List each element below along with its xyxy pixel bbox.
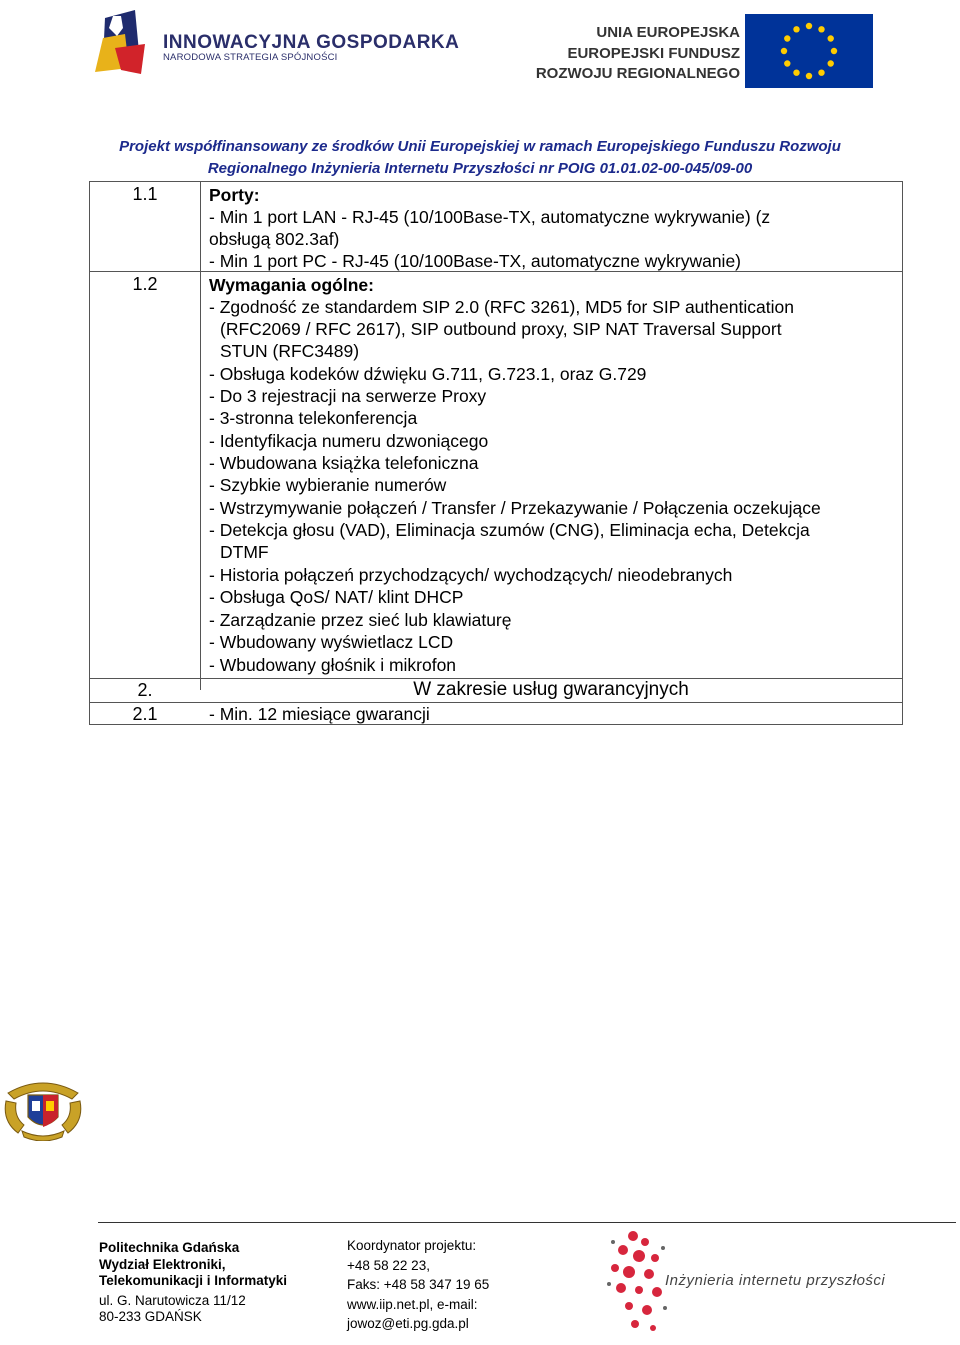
spec-line: - Detekcja głosu (VAD), Eliminacja szumów (CNG), Eliminacja echa, Detekcja xyxy=(209,520,810,540)
footer-address-2: 80-233 GDAŃSK xyxy=(99,1309,202,1324)
footer-org-1: Politechnika Gdańska xyxy=(99,1240,240,1255)
spec-line: DTMF xyxy=(220,542,269,562)
ig-star-icon xyxy=(95,8,157,78)
spec-line: - Obsługa kodeków dźwięku G.711, G.723.1, oraz G.729 xyxy=(209,364,647,384)
iip-logo xyxy=(605,1228,950,1340)
spec-line: - Min 1 port PC - RJ-45 (10/100Base-TX, automatyczne wykrywanie) xyxy=(209,251,741,271)
university-crest-icon xyxy=(2,1075,84,1141)
spec-line: STUN (RFC3489) xyxy=(220,341,360,361)
eu-line-1: UNIA EUROPEJSKA xyxy=(596,24,740,41)
section-title: Porty: xyxy=(209,185,260,205)
column-divider xyxy=(200,182,201,690)
spec-line: - Wbudowana książka telefoniczna xyxy=(209,453,479,473)
spec-line: - Zarządzanie przez sieć lub klawiaturę xyxy=(209,610,512,630)
section-heading: W zakresie usług gwarancyjnych xyxy=(413,679,689,700)
spec-line: - Historia połączeń przychodzących/ wychodzących/ nieodebranych xyxy=(209,565,733,585)
ig-title: INNOWACYJNA GOSPODARKA xyxy=(163,32,460,53)
footer-coordinator-label: Koordynator projektu: xyxy=(347,1238,477,1253)
spec-line: - Wstrzymywanie połączeń / Transfer / Przekazywanie / Połączenia oczekujące xyxy=(209,498,821,518)
section-number: 2. xyxy=(137,680,153,700)
footer-email[interactable]: jowoz@eti.pg.gda.pl xyxy=(347,1316,469,1331)
project-line-1: Projekt współfinansowany ze środków Unii Europejskiej w ramach Europejskiego Funduszu Rozwoju xyxy=(119,138,841,155)
innowacyjna-gospodarka-logo xyxy=(95,8,460,78)
footer-rule xyxy=(98,1222,956,1223)
ig-subtitle: NARODOWA STRATEGIA SPÓJNOŚCI xyxy=(163,52,338,63)
spec-line: obsługą 802.3af) xyxy=(209,229,340,249)
spec-line: - Wbudowany głośnik i mikrofon xyxy=(209,655,457,675)
footer-fax: Faks: +48 58 347 19 65 xyxy=(347,1277,490,1292)
eu-flag-icon xyxy=(745,14,873,88)
spec-line: - Szybkie wybieranie numerów xyxy=(209,475,447,495)
spec-line: - Zgodność ze standardem SIP 2.0 (RFC 3261), MD5 for SIP authentication xyxy=(209,297,794,317)
footer-address-1: ul. G. Narutowicza 11/12 xyxy=(99,1293,246,1308)
eu-line-3: ROZWOJU REGIONALNEGO xyxy=(535,65,740,82)
eu-line-2: EUROPEJSKI FUNDUSZ xyxy=(567,45,740,62)
spec-line: - Min. 12 miesiące gwarancji xyxy=(209,704,430,724)
spec-line: - Identyfikacja numeru dzwoniącego xyxy=(209,431,489,451)
footer-phone: +48 58 22 23, xyxy=(347,1258,430,1273)
spec-line: - Do 3 rejestracji na serwerze Proxy xyxy=(209,386,487,406)
spec-table xyxy=(89,181,903,725)
spec-line: - Obsługa QoS/ NAT/ klint DHCP xyxy=(209,587,464,607)
spec-line: - Min 1 port LAN - RJ-45 (10/100Base-TX, automatyczne wykrywanie) (z xyxy=(209,207,771,227)
project-line-2: Regionalnego Inżynieria Internetu Przyszłości nr POIG 01.01.02-00-045/09-00 xyxy=(207,160,753,177)
section-title: Wymagania ogólne: xyxy=(209,275,374,295)
footer-org-3: Telekomunikacji i Informatyki xyxy=(99,1273,288,1288)
footer-org-2: Wydział Elektroniki, xyxy=(99,1257,226,1272)
spec-line: - Wbudowany wyświetlacz LCD xyxy=(209,632,454,652)
section-number: 1.2 xyxy=(132,274,158,294)
spec-line: - 3-stronna telekonferencja xyxy=(209,408,418,428)
spec-line: (RFC2069 / RFC 2617), SIP outbound proxy, SIP NAT Traversal Support xyxy=(220,319,782,339)
section-number: 1.1 xyxy=(132,184,158,204)
section-number: 2.1 xyxy=(132,704,158,724)
eu-fund-logo xyxy=(510,14,880,94)
iip-logo-text: Inżynieria internetu przyszłości xyxy=(665,1272,886,1289)
footer-web: www.iip.net.pl, e-mail: xyxy=(347,1297,478,1312)
